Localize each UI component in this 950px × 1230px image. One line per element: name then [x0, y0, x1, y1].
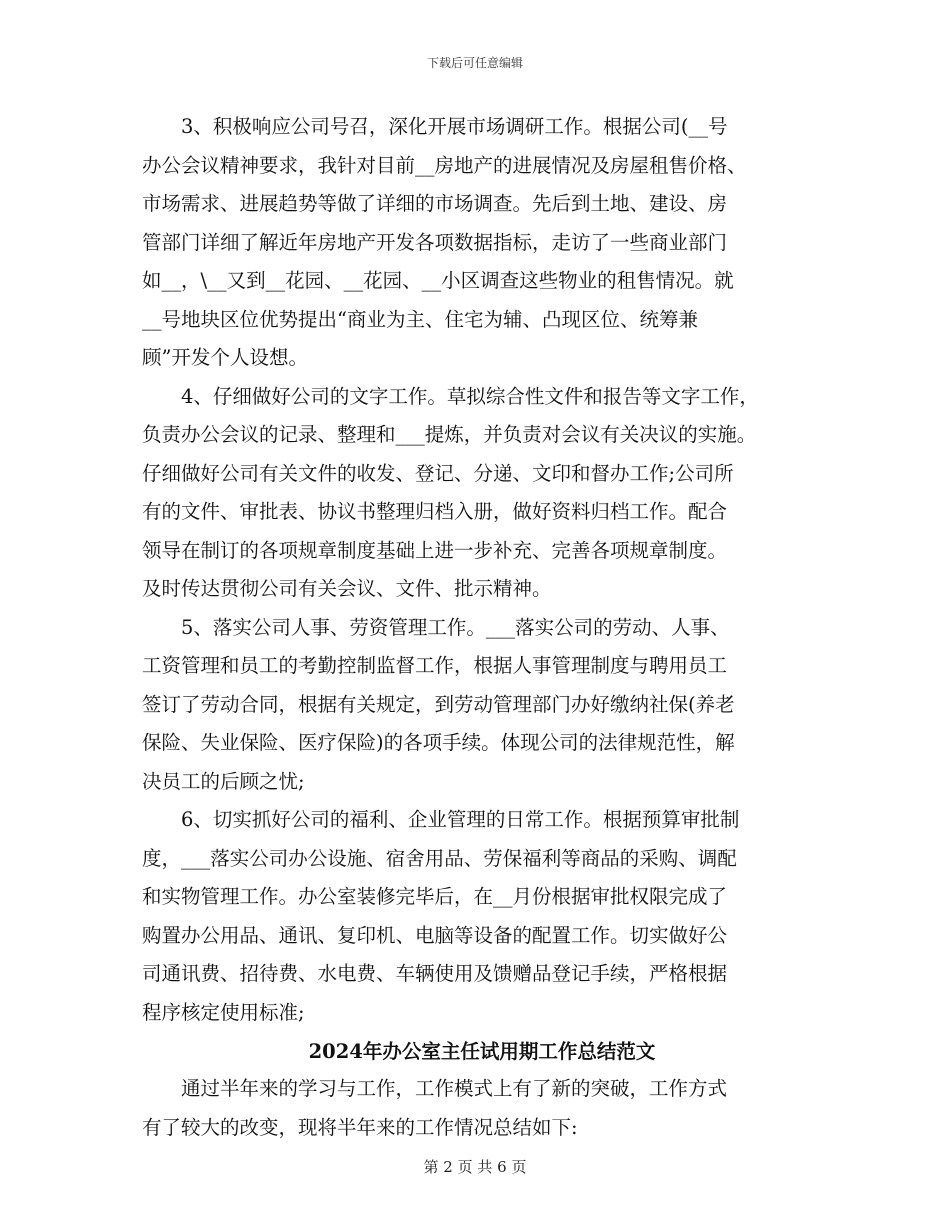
- text-line: 通过半年来的学习与工作，工作模式上有了新的突破，工作方式: [142, 1077, 728, 1100]
- text-line: 度，___落实公司办公设施、宿舍用品、劳保福利等商品的采购、调配: [142, 846, 737, 870]
- text-line: 办公会议精神要求，我针对目前__房地产的进展情况及房屋租售价格、: [142, 153, 747, 177]
- text-line: 购置办公用品、通讯、复印机、电脑等设备的配置工作。切实做好公: [142, 923, 728, 947]
- document-body: [142, 108, 822, 1147]
- text-line: 负责办公会议的记录、整理和___提炼，并负责对会议有关决议的实施。: [142, 423, 757, 446]
- text-line: 4、仔细做好公司的文字工作。草拟综合性文件和报告等文字工作，: [142, 384, 759, 408]
- paragraph-item-3: [142, 108, 822, 378]
- text-line: 保险、失业保险、医疗保险)的各项手续。体现公司的法律规范性，解: [142, 731, 735, 754]
- text-line: 及时传达贯彻公司有关会议、文件、批示精神。: [142, 577, 552, 600]
- intro-paragraph: [142, 1070, 822, 1147]
- text-line: 管部门详细了解近年房地产开发各项数据指标，走访了一些商业部门: [142, 230, 728, 254]
- page-header: 下载后可任意编辑: [426, 56, 523, 70]
- text-line: 工资管理和员工的考勤控制监督工作，根据人事管理制度与聘用员工: [142, 654, 728, 677]
- text-line: 如__，\__又到__花园、__花园、__小区调查这些物业的租售情况。就: [142, 269, 734, 292]
- text-line: 仔细做好公司有关文件的收发、登记、分递、文印和督办工作;公司所: [142, 461, 734, 485]
- text-line: 5、落实公司人事、劳资管理工作。___落实公司的劳动、人事、: [142, 615, 730, 639]
- text-line: 决员工的后顾之忧;: [142, 769, 305, 793]
- text-line: 签订了劳动合同，根据有关规定，到劳动管理部门办好缴纳社保(养老: [142, 692, 735, 716]
- text-line: 司通讯费、招待费、水电费、车辆使用及馈赠品登记手续，严格根据: [142, 962, 728, 985]
- page-footer: 第 2 页 共 6 页: [423, 1158, 527, 1176]
- text-line: 市场需求、进展趋势等做了详细的市场调查。先后到土地、建设、房: [142, 192, 728, 215]
- paragraph-item-5: [142, 609, 822, 802]
- text-line: 有了较大的改变，现将半年来的工作情况总结如下:: [142, 1115, 578, 1139]
- text-line: 有的文件、审批表、协议书整理归档入册，做好资料归档工作。配合: [142, 500, 728, 523]
- text-line: 顾”开发个人设想。: [142, 346, 308, 369]
- text-line: 6、切实抓好公司的福利、企业管理的日常工作。根据预算审批制: [142, 808, 740, 831]
- section-title: 2024年办公室主任试用期工作总结范文: [308, 1040, 656, 1063]
- text-line: 和实物管理工作。办公室装修完毕后，在__月份根据审批权限完成了: [142, 885, 728, 908]
- paragraph-item-6: [142, 801, 822, 1032]
- text-line: 领导在制订的各项规章制度基础上进一步补充、完善各项规章制度。: [142, 538, 728, 562]
- text-line: __号地块区位优势提出“商业为主、住宅为辅、凸现区位、统筹兼: [142, 307, 698, 331]
- paragraph-item-4: [142, 378, 822, 609]
- text-line: 3、积极响应公司号召，深化开展市场调研工作。根据公司(__号: [142, 115, 728, 138]
- text-line: 程序核定使用标准;: [142, 1000, 305, 1024]
